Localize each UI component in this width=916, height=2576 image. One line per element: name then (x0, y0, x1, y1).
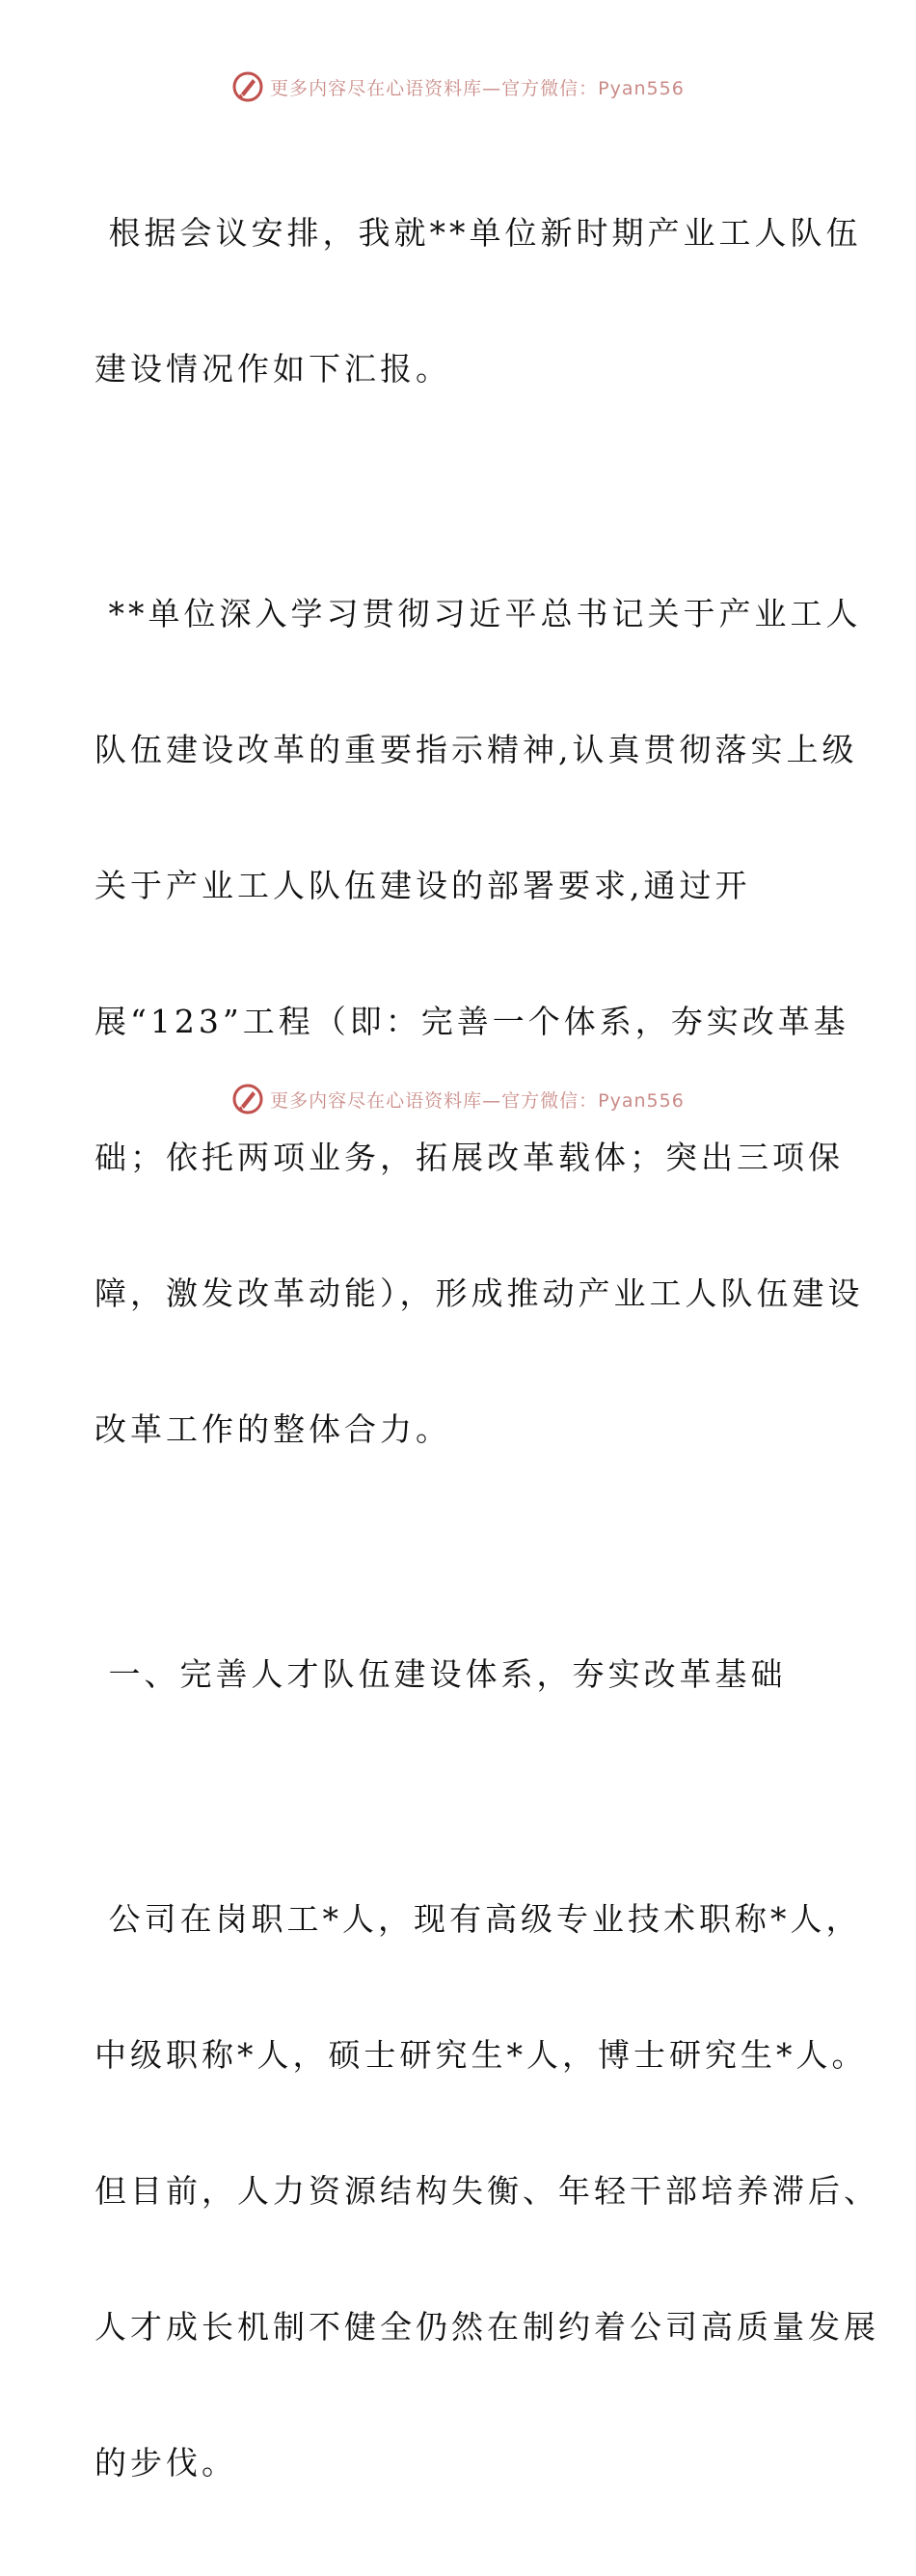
text-line: 中级职称*人，硕士研究生*人，博士研究生*人。 (94, 2036, 868, 2074)
pen-logo-icon (231, 70, 264, 103)
text-line: 建设情况作如下汇报。 (94, 350, 451, 388)
text-line: 础；依托两项业务，拓展改革载体；突出三项保 (94, 1139, 844, 1176)
watermark-text: 更多内容尽在心语资料库—官方微信：Pyan556 (270, 1089, 685, 1112)
text-line: 人才成长机制不健全仍然在制约着公司高质量发展 (94, 2308, 879, 2346)
paragraph-intro (94, 120, 862, 482)
pen-logo-icon (231, 1083, 264, 1115)
text-line: 队伍建设改革的重要指示精神,认真贯彻落实上级 (94, 731, 858, 768)
text-line: 一、完善人才队伍建设体系，夯实改革基础 (94, 1655, 787, 1693)
text-line: 改革工作的整体合力。 (94, 1410, 451, 1448)
text-line: 的步伐。 (94, 2444, 237, 2482)
watermark-footer (0, 1080, 916, 1118)
text-line: 公司在岗职工*人，现有高级专业技术职称*人， (94, 1900, 862, 1938)
text-line: 但目前，人力资源结构失衡、年轻干部培养滞后、 (94, 2172, 879, 2210)
section-heading (94, 1561, 827, 1787)
paragraph-overview (94, 500, 864, 1543)
watermark-header (0, 67, 916, 106)
document-body (94, 120, 879, 2576)
text-line: 根据会议安排，我就**单位新时期产业工人队伍 (94, 214, 862, 252)
text-line: 展“123”工程（即：完善一个体系，夯实改革基 (94, 1003, 849, 1040)
text-line: **单位深入学习贯彻习近平总书记关于产业工人 (94, 595, 862, 632)
watermark-text: 更多内容尽在心语资料库—官方微信：Pyan556 (270, 77, 685, 99)
text-line: 关于产业工人队伍建设的部署要求,通过开 (94, 867, 751, 904)
paragraph-staff (94, 1806, 879, 2576)
text-line: 障，激发改革动能），形成推动产业工人队伍建设 (94, 1275, 864, 1312)
